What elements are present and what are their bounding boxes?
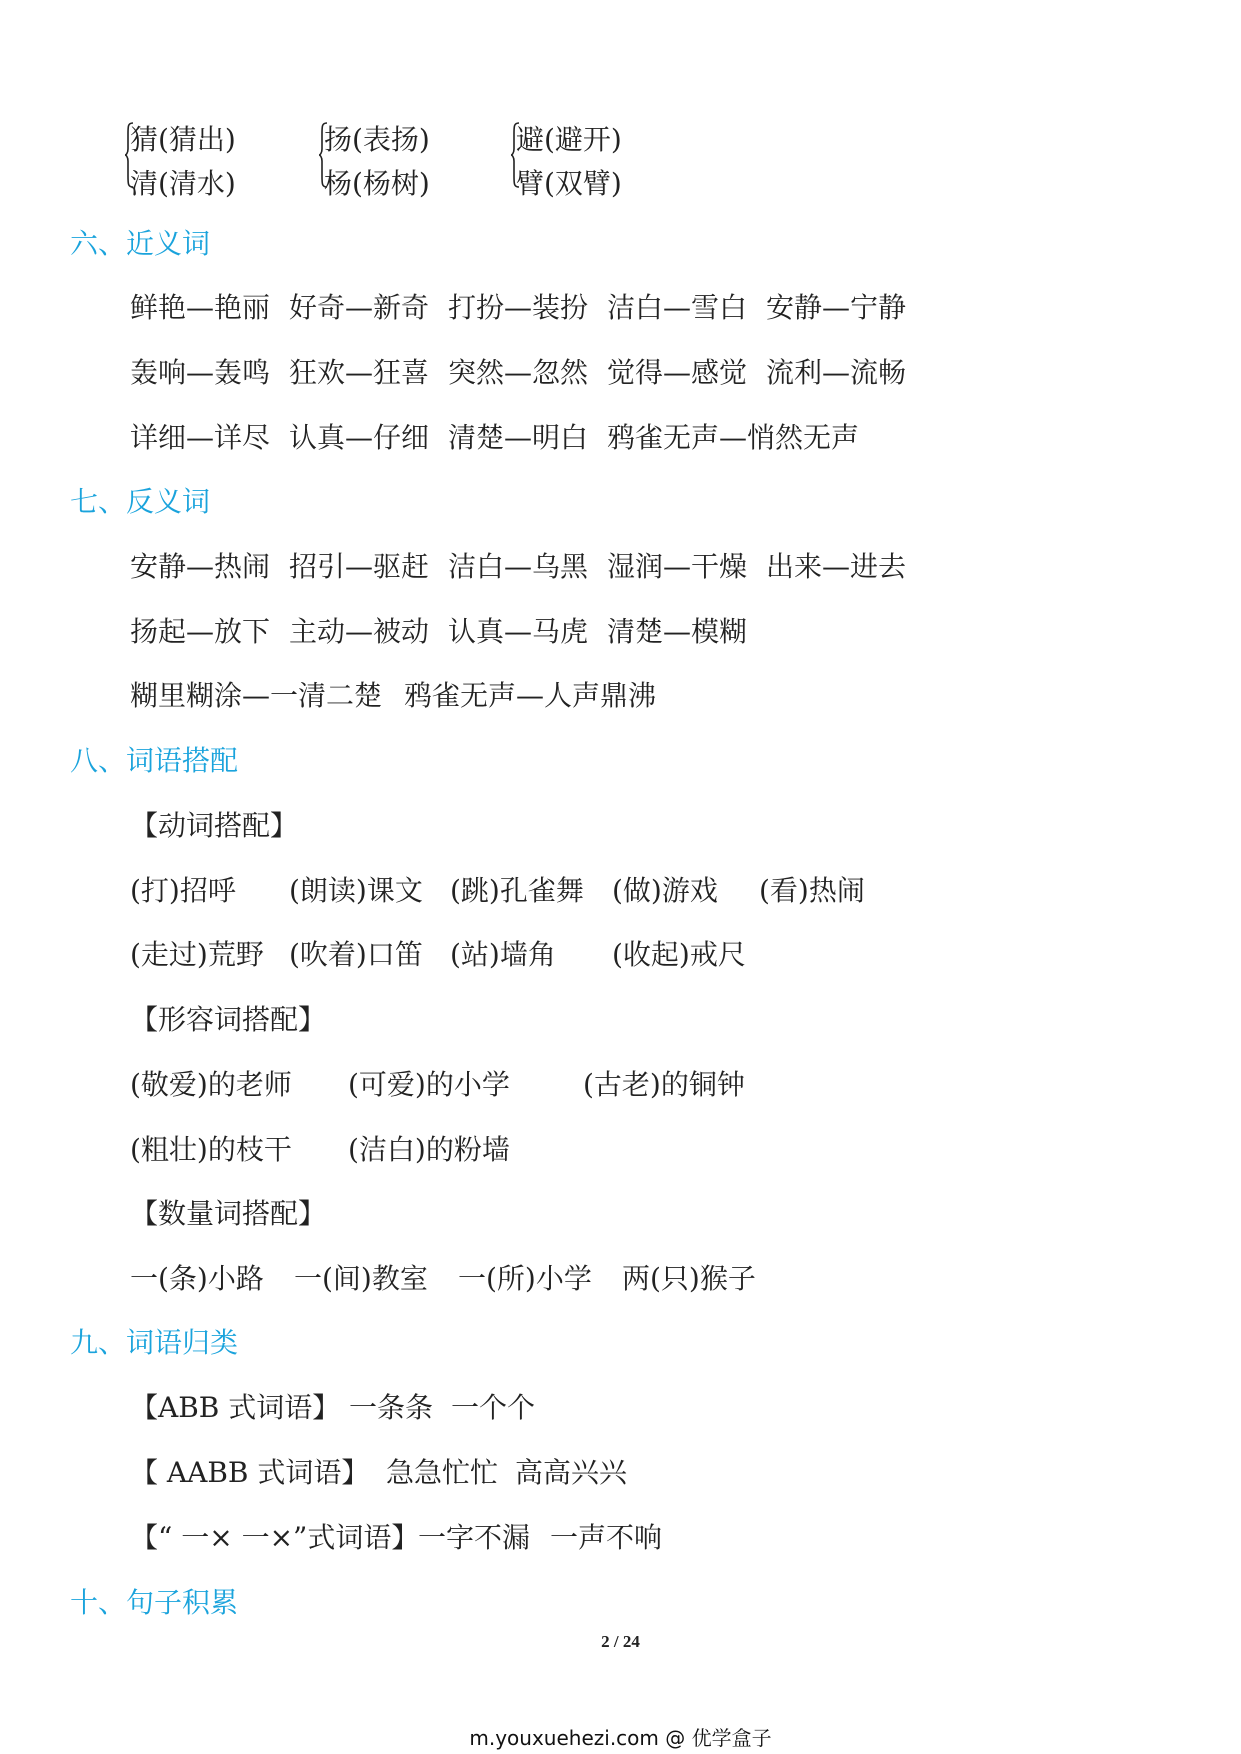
char-pair-1-b: 清(清水) (130, 167, 236, 200)
page-number: 2 / 24 (601, 1632, 640, 1651)
synonym-item: 安静—宁静 (766, 291, 907, 324)
yi-x-yi-x-word: 一声不响 (550, 1521, 663, 1554)
quantifier-collocation-item: 两(只)猴子 (622, 1262, 756, 1295)
adjective-collocation-item: (敬爱)的老师 (130, 1068, 292, 1101)
verb-collocation-item: (收起)戒尺 (612, 938, 746, 971)
abb-label: 【ABB 式词语】 (130, 1391, 341, 1424)
abb-word: 一条条 (349, 1391, 434, 1424)
adjective-collocation-header: 【形容词搭配】 (130, 1003, 327, 1036)
synonym-item: 流利—流畅 (766, 356, 907, 389)
synonym-item: 轰响—轰鸣 (130, 356, 271, 389)
synonym-item: 洁白—雪白 (607, 291, 748, 324)
aabb-word: 急急忙忙 (386, 1456, 499, 1489)
adjective-collocation-item: (古老)的铜钟 (583, 1068, 745, 1101)
quantifier-collocation-item: 一(所)小学 (458, 1262, 592, 1295)
quantifier-collocation-item: 一(间)教室 (294, 1262, 428, 1295)
synonym-item: 鸦雀无声—悄然无声 (607, 421, 860, 454)
synonym-item: 狂欢—狂喜 (289, 356, 430, 389)
char-pair-2-b: 杨(杨树) (324, 167, 430, 200)
synonym-item: 觉得—感觉 (607, 356, 748, 389)
antonym-item: 招引—驱赶 (289, 550, 430, 583)
section-heading-antonyms: 七、反义词 (70, 485, 211, 518)
antonym-item: 洁白—乌黑 (448, 550, 589, 583)
quantifier-collocation-header: 【数量词搭配】 (130, 1197, 327, 1230)
yi-x-yi-x-label: 【“ 一× 一×”式词语】 (130, 1521, 420, 1554)
section-heading-collocations: 八、词语搭配 (70, 744, 239, 777)
synonym-item: 打扮—装扮 (448, 291, 589, 324)
char-pair-3-a: 避(避开) (516, 123, 622, 156)
antonym-item: 安静—热闹 (130, 550, 271, 583)
verb-collocation-item: (看)热闹 (759, 874, 865, 907)
synonym-item: 详细—详尽 (130, 421, 271, 454)
verb-collocation-item: (走过)荒野 (130, 938, 264, 971)
verb-collocation-item: (跳)孔雀舞 (450, 874, 584, 907)
verb-collocation-header: 【动词搭配】 (130, 809, 299, 842)
adjective-collocation-item: (可爱)的小学 (348, 1068, 510, 1101)
antonym-item: 湿润—干燥 (607, 550, 748, 583)
antonym-item: 扬起—放下 (130, 615, 271, 648)
section-heading-sentence-accumulation: 十、句子积累 (70, 1586, 239, 1619)
char-pair-3-b: 臂(双臂) (516, 167, 622, 200)
aabb-word: 高高兴兴 (515, 1456, 628, 1489)
verb-collocation-item: (打)招呼 (130, 874, 236, 907)
adjective-collocation-item: (粗壮)的枝干 (130, 1133, 292, 1166)
footer-watermark: m.youxuehezi.com @ 优学盒子 (469, 1726, 772, 1750)
synonym-item: 突然—忽然 (448, 356, 589, 389)
antonym-item: 出来—进去 (766, 550, 907, 583)
abb-word: 一个个 (451, 1391, 536, 1424)
verb-collocation-item: (站)墙角 (450, 938, 556, 971)
antonym-item: 鸦雀无声—人声鼎沸 (404, 679, 657, 712)
synonym-item: 认真—仔细 (289, 421, 430, 454)
verb-collocation-item: (吹着)口笛 (289, 938, 423, 971)
section-heading-word-classification: 九、词语归类 (70, 1326, 239, 1359)
synonym-item: 鲜艳—艳丽 (130, 291, 271, 324)
section-heading-synonyms: 六、近义词 (70, 227, 211, 260)
adjective-collocation-item: (洁白)的粉墙 (348, 1133, 510, 1166)
antonym-item: 认真—马虎 (448, 615, 589, 648)
synonym-item: 清楚—明白 (448, 421, 589, 454)
quantifier-collocation-item: 一(条)小路 (130, 1262, 264, 1295)
synonym-item: 好奇—新奇 (289, 291, 430, 324)
aabb-label: 【 AABB 式词语】 (130, 1456, 370, 1489)
antonym-item: 清楚—模糊 (607, 615, 748, 648)
char-pair-1-a: 猜(猜出) (130, 123, 236, 156)
yi-x-yi-x-word: 一字不漏 (418, 1521, 531, 1554)
antonym-item: 糊里糊涂—一清二楚 (130, 679, 383, 712)
char-pair-2-a: 扬(表扬) (324, 123, 430, 156)
antonym-item: 主动—被动 (289, 615, 430, 648)
verb-collocation-item: (做)游戏 (612, 874, 718, 907)
verb-collocation-item: (朗读)课文 (289, 874, 423, 907)
